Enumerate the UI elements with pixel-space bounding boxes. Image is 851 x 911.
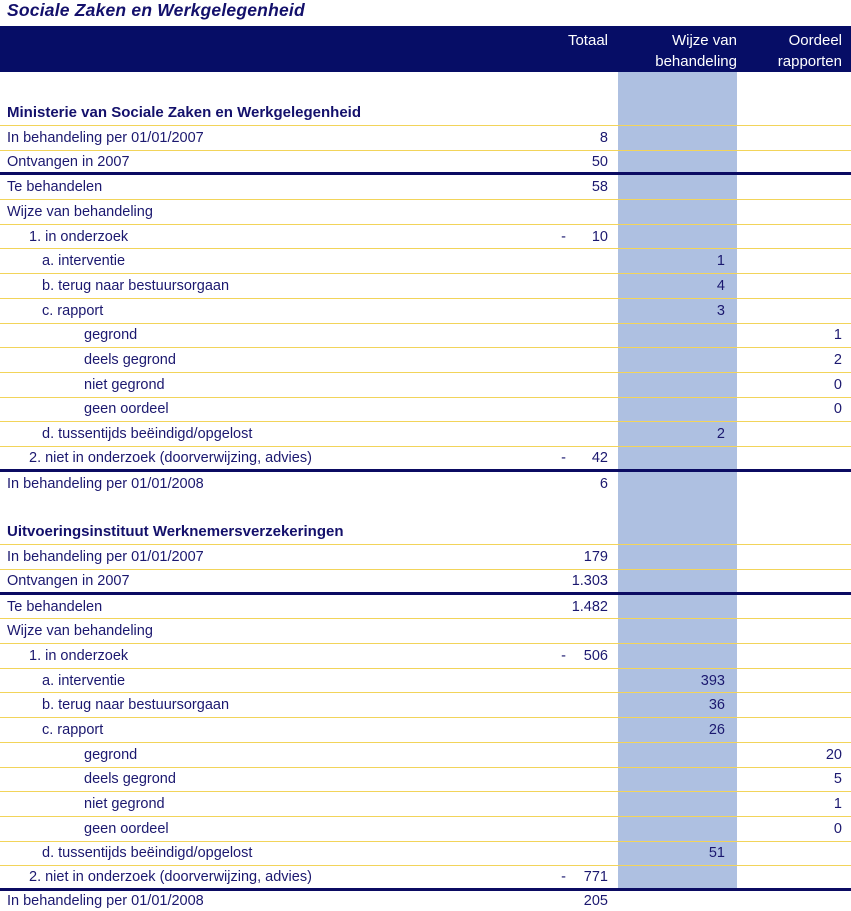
table-row [0, 151, 851, 176]
table-row [0, 225, 851, 250]
row-label: In behandeling per 01/01/2008 [7, 475, 204, 492]
wijze-value: 3 [716, 302, 725, 319]
row-label: deels gegrond [84, 352, 176, 369]
column-header-wijze-van-behandeling [655, 30, 737, 72]
row-label: b. terug naar bestuursorgaan [42, 697, 230, 714]
page-title: Sociale Zaken en Werkgelegenheid [7, 0, 305, 20]
table-row [0, 175, 851, 200]
table-row [0, 447, 851, 472]
table-row [0, 373, 851, 398]
table-rows [0, 72, 851, 911]
table-row [0, 866, 851, 891]
totaal-cell [498, 599, 618, 615]
row-label: Ontvangen in 2007 [7, 153, 130, 170]
table-row [0, 669, 851, 694]
table-row [0, 274, 851, 299]
row-label: In behandeling per 01/01/2008 [7, 892, 204, 909]
totaal-value: 506 [583, 647, 608, 664]
totaal-value: 1.303 [571, 572, 608, 589]
row-label: d. tussentijds beëindigd/opgelost [42, 426, 253, 443]
section-spacer [0, 72, 851, 100]
table-row [0, 570, 851, 595]
table-row [0, 768, 851, 793]
table-row [0, 718, 851, 743]
totaal-value: 42 [591, 449, 608, 466]
row-label: Te behandelen [7, 179, 103, 196]
row-label: gegrond [84, 327, 138, 344]
totaal-value: 50 [591, 153, 608, 170]
totaal-cell [498, 179, 618, 195]
minus-dash: - [561, 647, 566, 664]
column-header-totaal-label: Totaal [567, 32, 608, 49]
table-row [0, 891, 851, 911]
totaal-value: 10 [591, 228, 608, 245]
minus-dash: - [561, 228, 566, 245]
row-label: c. rapport [42, 721, 104, 738]
totaal-value: 8 [599, 129, 608, 146]
oordeel-value: 0 [833, 376, 842, 393]
minus-dash: - [561, 869, 566, 886]
table-area [0, 72, 851, 911]
section-heading-row [0, 519, 851, 545]
table-row [0, 743, 851, 768]
totaal-cell [498, 130, 618, 146]
wijze-value: 1 [716, 253, 725, 270]
table-row [0, 398, 851, 423]
table-row [0, 249, 851, 274]
wijze-value: 2 [716, 426, 725, 443]
table-row [0, 472, 851, 497]
table-row [0, 348, 851, 373]
section-spacer [0, 496, 851, 519]
table-row [0, 842, 851, 867]
wijze-value: 26 [708, 721, 725, 738]
table-row [0, 299, 851, 324]
column-header-oordeel-line2: rapporten [777, 53, 842, 70]
table-row [0, 126, 851, 151]
oordeel-value: 2 [833, 352, 842, 369]
row-label: a. interventie [42, 672, 126, 689]
oordeel-value: 1 [833, 796, 842, 813]
oordeel-value: 5 [833, 771, 842, 788]
totaal-value: 58 [591, 179, 608, 196]
row-label: Wijze van behandeling [7, 623, 153, 640]
totaal-cell [498, 229, 618, 245]
totaal-cell [498, 154, 618, 170]
totaal-value: 1.482 [571, 598, 608, 615]
table-row [0, 545, 851, 570]
row-label: c. rapport [42, 302, 104, 319]
table-row [0, 619, 851, 644]
table-row [0, 595, 851, 620]
row-label: a. interventie [42, 253, 126, 270]
row-label: 2. niet in onderzoek (doorverwijzing, advies) [29, 449, 312, 466]
wijze-value: 4 [716, 277, 725, 294]
minus-dash: - [561, 449, 566, 466]
totaal-value: 205 [583, 892, 608, 909]
section-heading-row [0, 100, 851, 126]
column-header-oordeel-rapporten [778, 30, 842, 72]
totaal-cell [498, 869, 618, 885]
row-label: Ontvangen in 2007 [7, 572, 130, 589]
row-label: Te behandelen [7, 598, 103, 615]
totaal-value: 771 [583, 869, 608, 886]
oordeel-value: 0 [833, 401, 842, 418]
row-label: In behandeling per 01/01/2007 [7, 129, 204, 146]
totaal-value: 6 [599, 475, 608, 492]
table-row [0, 792, 851, 817]
totaal-cell [498, 573, 618, 589]
row-label: In behandeling per 01/01/2007 [7, 549, 204, 566]
table-row [0, 422, 851, 447]
table-row [0, 644, 851, 669]
row-label: niet gegrond [84, 796, 165, 813]
row-label: geen oordeel [84, 401, 169, 418]
section-heading: Ministerie van Sociale Zaken en Werkgelegenheid [7, 104, 362, 121]
column-header-totaal [568, 30, 608, 51]
totaal-cell [498, 893, 618, 909]
oordeel-value: 20 [825, 746, 842, 763]
row-label: b. terug naar bestuursorgaan [42, 277, 230, 294]
oordeel-value: 0 [833, 820, 842, 837]
table-row [0, 693, 851, 718]
row-label: gegrond [84, 746, 138, 763]
wijze-value: 36 [708, 697, 725, 714]
section-heading: Uitvoeringsinstituut Werknemersverzekeringen [7, 523, 344, 541]
table-header-bar [0, 26, 851, 72]
row-label: deels gegrond [84, 771, 176, 788]
row-label: d. tussentijds beëindigd/opgelost [42, 845, 253, 862]
row-label: geen oordeel [84, 820, 169, 837]
wijze-value: 393 [700, 672, 725, 689]
column-header-wijze-line2: behandeling [655, 53, 737, 70]
row-label: niet gegrond [84, 376, 165, 393]
row-label: 1. in onderzoek [29, 647, 129, 664]
row-label: 1. in onderzoek [29, 228, 129, 245]
column-header-wijze-line1: Wijze van [671, 32, 737, 49]
table-row [0, 200, 851, 225]
row-label: Wijze van behandeling [7, 203, 153, 220]
table-row [0, 324, 851, 349]
oordeel-value: 1 [833, 327, 842, 344]
row-label: 2. niet in onderzoek (doorverwijzing, advies) [29, 869, 312, 886]
column-header-oordeel-line1: Oordeel [788, 32, 842, 49]
table-row [0, 817, 851, 842]
totaal-value: 179 [583, 549, 608, 566]
totaal-cell [498, 549, 618, 565]
wijze-value: 51 [708, 845, 725, 862]
totaal-cell [498, 648, 618, 664]
totaal-cell [498, 450, 618, 466]
totaal-cell [498, 476, 618, 492]
